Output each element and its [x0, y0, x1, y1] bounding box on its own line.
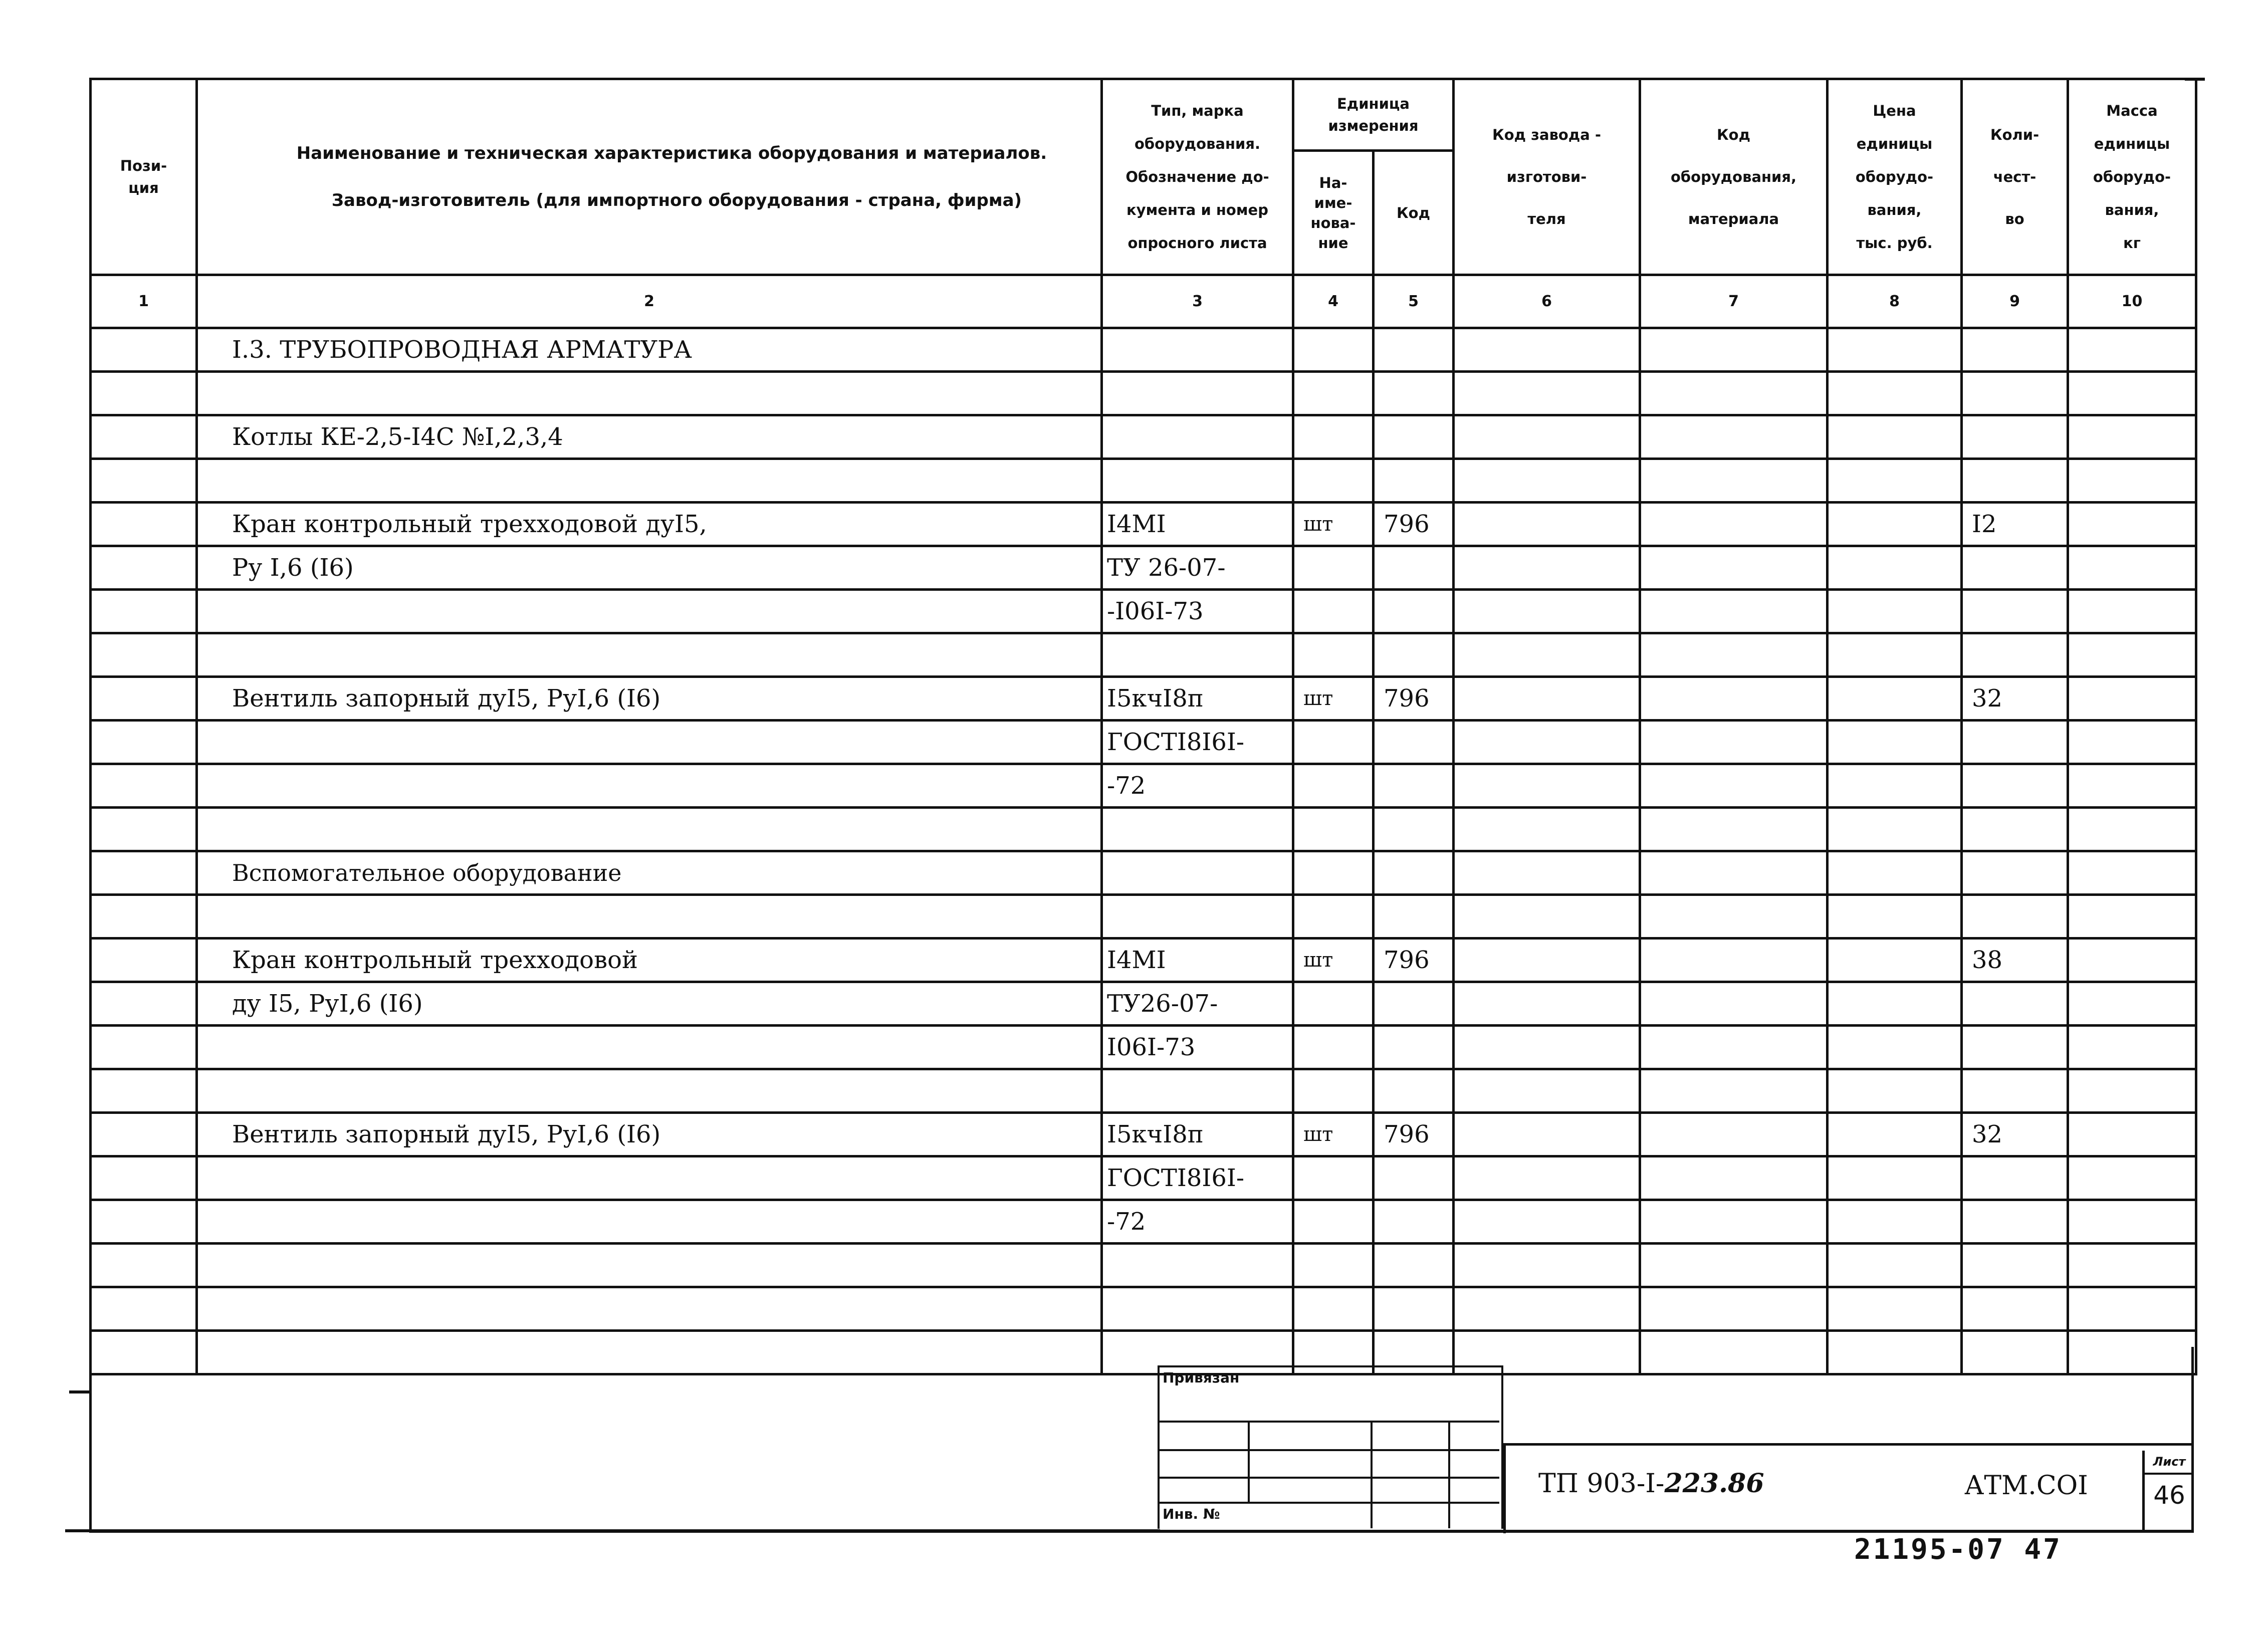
cell-c5 [1374, 328, 1454, 372]
cell-c6 [1454, 372, 1640, 415]
cell-c5 [1374, 764, 1454, 808]
column-number: 5 [1374, 275, 1454, 328]
cell-c8 [1828, 895, 1962, 939]
cell-c8 [1828, 328, 1962, 372]
cell-c1 [91, 939, 197, 982]
cell-c2 [197, 1287, 1102, 1331]
cell-c7 [1640, 1244, 1828, 1287]
cell-c6 [1454, 590, 1640, 633]
cell-c5 [1374, 546, 1454, 590]
cell-c3: I5кчI8п [1102, 1113, 1293, 1156]
cell-c7 [1640, 721, 1828, 764]
table-row [91, 633, 2196, 677]
cell-c9: 38 [1962, 939, 2068, 982]
table-row [91, 1200, 2196, 1244]
cell-c10 [2068, 415, 2196, 459]
cell-c4 [1293, 1287, 1374, 1331]
table-row [91, 1244, 2196, 1287]
cell-c1 [91, 1287, 197, 1331]
column-number: 1 [91, 275, 197, 328]
cell-c3 [1102, 1069, 1293, 1113]
cell-c9 [1962, 982, 2068, 1026]
cell-c4 [1293, 328, 1374, 372]
cell-c6 [1454, 415, 1640, 459]
cell-c3 [1102, 851, 1293, 895]
cell-c9 [1962, 1200, 2068, 1244]
cell-c9 [1962, 590, 2068, 633]
cell-c2 [197, 590, 1102, 633]
sheet-number-box [2142, 1451, 2194, 1531]
cell-c10 [2068, 546, 2196, 590]
cell-c8 [1828, 677, 1962, 721]
cell-c5 [1374, 1244, 1454, 1287]
cell-c3 [1102, 328, 1293, 372]
cell-c6 [1454, 721, 1640, 764]
cell-c4 [1293, 895, 1374, 939]
cell-c10 [2068, 721, 2196, 764]
table-row [91, 372, 2196, 415]
cell-c10 [2068, 633, 2196, 677]
cell-c2 [197, 721, 1102, 764]
cell-c5 [1374, 459, 1454, 503]
cell-c8 [1828, 982, 1962, 1026]
cell-c5 [1374, 721, 1454, 764]
cell-c8 [1828, 590, 1962, 633]
column-number: 4 [1293, 275, 1374, 328]
cell-c4 [1293, 415, 1374, 459]
binding-label: Привязан [1163, 1369, 1240, 1386]
cell-c10 [2068, 328, 2196, 372]
cell-c10 [2068, 1156, 2196, 1200]
table-body [91, 328, 2196, 1374]
cell-c4 [1293, 851, 1374, 895]
cell-c3: ТУ26-07- [1102, 982, 1293, 1026]
table-row [91, 895, 2196, 939]
table-row [91, 1113, 2196, 1156]
table-row [91, 546, 2196, 590]
cell-c7 [1640, 1026, 1828, 1069]
cell-c9 [1962, 1287, 2068, 1331]
cell-c5: 796 [1374, 939, 1454, 982]
cell-c1 [91, 982, 197, 1026]
cell-c1 [91, 459, 197, 503]
cell-c9 [1962, 1156, 2068, 1200]
cell-c5: 796 [1374, 1113, 1454, 1156]
cell-c8 [1828, 851, 1962, 895]
cell-c10 [2068, 808, 2196, 851]
cell-c5: 796 [1374, 503, 1454, 546]
cell-c7 [1640, 415, 1828, 459]
cell-c9 [1962, 1244, 2068, 1287]
cell-c8 [1828, 415, 1962, 459]
cell-c4: шт [1293, 677, 1374, 721]
document-code [1538, 1468, 1764, 1499]
cell-c6 [1454, 939, 1640, 982]
cell-c1 [91, 328, 197, 372]
cell-c3: I5кчI8п [1102, 677, 1293, 721]
cell-c2 [197, 808, 1102, 851]
cell-c6 [1454, 1069, 1640, 1113]
cell-c4 [1293, 808, 1374, 851]
cell-c1 [91, 1113, 197, 1156]
cell-c2: ду I5, РуI,6 (I6) [197, 982, 1102, 1026]
cell-c5 [1374, 372, 1454, 415]
table-row [91, 721, 2196, 764]
cell-c8 [1828, 939, 1962, 982]
table-row [91, 677, 2196, 721]
table-row [91, 503, 2196, 546]
cell-c6 [1454, 808, 1640, 851]
cell-c2 [197, 633, 1102, 677]
cell-c1 [91, 590, 197, 633]
header-name-line1: Наименование и техническая характеристика оборудования и материалов. [296, 143, 1047, 163]
cell-c7 [1640, 1156, 1828, 1200]
cell-c9: 32 [1962, 1113, 2068, 1156]
cell-c1 [91, 633, 197, 677]
cell-c7 [1640, 764, 1828, 808]
cell-c7 [1640, 677, 1828, 721]
cell-c4 [1293, 1156, 1374, 1200]
cell-c7 [1640, 328, 1828, 372]
cell-c2: Кран контрольный трехходовой [197, 939, 1102, 982]
cell-c6 [1454, 764, 1640, 808]
cell-c1 [91, 1156, 197, 1200]
cell-c5 [1374, 1026, 1454, 1069]
cell-c9 [1962, 851, 2068, 895]
cell-c8 [1828, 1244, 1962, 1287]
cell-c6 [1454, 1113, 1640, 1156]
cell-c3: -72 [1102, 1200, 1293, 1244]
cell-c1 [91, 1069, 197, 1113]
cell-c9 [1962, 328, 2068, 372]
cell-c1 [91, 721, 197, 764]
document-code-printed: ТП 903-I- [1538, 1469, 1665, 1499]
column-numbers-row [91, 275, 2196, 328]
cell-c9 [1962, 1026, 2068, 1069]
cell-c3: -I06I-73 [1102, 590, 1293, 633]
cell-c5 [1374, 982, 1454, 1026]
cell-c8 [1828, 1026, 1962, 1069]
cell-c10 [2068, 851, 2196, 895]
cell-c3: ГОСТI8I6I- [1102, 1156, 1293, 1200]
cell-c5 [1374, 633, 1454, 677]
cell-c2 [197, 895, 1102, 939]
column-number: 8 [1828, 275, 1962, 328]
cell-c9 [1962, 721, 2068, 764]
cell-c6 [1454, 328, 1640, 372]
cell-c1 [91, 372, 197, 415]
cell-c6 [1454, 633, 1640, 677]
cell-c8 [1828, 1156, 1962, 1200]
cell-c5 [1374, 1156, 1454, 1200]
table-row [91, 415, 2196, 459]
cell-c7 [1640, 895, 1828, 939]
cell-c7 [1640, 1113, 1828, 1156]
cell-c2 [197, 1244, 1102, 1287]
cell-c9 [1962, 633, 2068, 677]
cell-c4: шт [1293, 939, 1374, 982]
column-number: 10 [2068, 275, 2196, 328]
cell-c10 [2068, 677, 2196, 721]
cell-c7 [1640, 633, 1828, 677]
cell-c4 [1293, 1200, 1374, 1244]
cell-c6 [1454, 677, 1640, 721]
cell-c4 [1293, 1026, 1374, 1069]
header-type: Тип, марка оборудования. Обозначение до- кумента и номер опросного листа [1102, 79, 1293, 275]
cell-c4: шт [1293, 503, 1374, 546]
cell-c10 [2068, 1026, 2196, 1069]
table-row [91, 1026, 2196, 1069]
frame-line [65, 1529, 1160, 1532]
cell-c2: Вентиль запорный дуI5, РуI,6 (I6) [197, 677, 1102, 721]
cell-c1 [91, 851, 197, 895]
table-row [91, 939, 2196, 982]
cell-c6 [1454, 982, 1640, 1026]
cell-c1 [91, 546, 197, 590]
frame-tick [69, 1390, 89, 1393]
cell-c5 [1374, 851, 1454, 895]
cell-c8 [1828, 1287, 1962, 1331]
table-row [91, 808, 2196, 851]
cell-c2: Ру I,6 (I6) [197, 546, 1102, 590]
cell-c10 [2068, 1287, 2196, 1331]
cell-c10 [2068, 764, 2196, 808]
table-row [91, 1287, 2196, 1331]
sheet-label: Лист [2145, 1451, 2194, 1475]
cell-c10 [2068, 503, 2196, 546]
cell-c5 [1374, 590, 1454, 633]
cell-c2 [197, 459, 1102, 503]
cell-c2 [197, 1026, 1102, 1069]
cell-c1 [91, 677, 197, 721]
equipment-specification-table [89, 78, 2197, 1375]
cell-c1 [91, 415, 197, 459]
cell-c7 [1640, 372, 1828, 415]
cell-c2 [197, 372, 1102, 415]
cell-c1 [91, 808, 197, 851]
column-number: 6 [1454, 275, 1640, 328]
cell-c3 [1102, 1244, 1293, 1287]
cell-c8 [1828, 503, 1962, 546]
cell-c8 [1828, 459, 1962, 503]
cell-c9 [1962, 1069, 2068, 1113]
cell-c5 [1374, 1287, 1454, 1331]
cell-c3 [1102, 1287, 1293, 1331]
header-factory-code: Код завода - изготови- теля [1454, 79, 1640, 275]
cell-c4 [1293, 372, 1374, 415]
cell-c10 [2068, 590, 2196, 633]
cell-c6 [1454, 1287, 1640, 1331]
cell-c2: Вентиль запорный дуI5, РуI,6 (I6) [197, 1113, 1102, 1156]
cell-c6 [1454, 1026, 1640, 1069]
cell-c5: 796 [1374, 677, 1454, 721]
cell-c6 [1454, 895, 1640, 939]
table-row [91, 328, 2196, 372]
cell-c2: Вспомогательное оборудование [197, 851, 1102, 895]
cell-c5 [1374, 1069, 1454, 1113]
cell-c2: I.3. ТРУБОПРОВОДНАЯ АРМАТУРА [197, 328, 1102, 372]
cell-c7 [1640, 459, 1828, 503]
cell-c4: шт [1293, 1113, 1374, 1156]
cell-c1 [91, 1026, 197, 1069]
table-row [91, 590, 2196, 633]
cell-c10 [2068, 895, 2196, 939]
cell-c7 [1640, 939, 1828, 982]
cell-c9 [1962, 764, 2068, 808]
cell-c6 [1454, 1200, 1640, 1244]
sheet-number: 46 [2153, 1481, 2185, 1510]
cell-c8 [1828, 1113, 1962, 1156]
cell-c9 [1962, 459, 2068, 503]
cell-c10 [2068, 1069, 2196, 1113]
cell-c3 [1102, 808, 1293, 851]
cell-c6 [1454, 459, 1640, 503]
cell-c4 [1293, 721, 1374, 764]
cell-c3: ГОСТI8I6I- [1102, 721, 1293, 764]
table-row [91, 459, 2196, 503]
cell-c7 [1640, 546, 1828, 590]
cell-c4 [1293, 546, 1374, 590]
cell-c2 [197, 1200, 1102, 1244]
cell-c7 [1640, 590, 1828, 633]
header-unit-name: На- име- нова- ние [1293, 151, 1374, 275]
cell-c9 [1962, 546, 2068, 590]
cell-c1 [91, 503, 197, 546]
cell-c4 [1293, 1244, 1374, 1287]
header-name [197, 79, 1102, 275]
cell-c7 [1640, 808, 1828, 851]
header-unit-code: Код [1374, 151, 1454, 275]
cell-c9: 32 [1962, 677, 2068, 721]
cell-c9: I2 [1962, 503, 2068, 546]
column-number: 9 [1962, 275, 2068, 328]
cell-c8 [1828, 372, 1962, 415]
cell-c9 [1962, 895, 2068, 939]
cell-c8 [1828, 546, 1962, 590]
cell-c5 [1374, 895, 1454, 939]
binding-stamp [1158, 1365, 1503, 1531]
cell-c10 [2068, 1244, 2196, 1287]
cell-c3: -72 [1102, 764, 1293, 808]
cell-c8 [1828, 1200, 1962, 1244]
cell-c7 [1640, 851, 1828, 895]
cell-c8 [1828, 1069, 1962, 1113]
header-quantity: Коли- чест- во [1962, 79, 2068, 275]
cell-c4 [1293, 633, 1374, 677]
header-name-line2: Завод-изготовитель (для импортного оборудования - страна, фирма) [331, 190, 1022, 210]
cell-c1 [91, 1244, 197, 1287]
cell-c8 [1828, 633, 1962, 677]
cell-c8 [1828, 721, 1962, 764]
cell-c1 [91, 895, 197, 939]
column-number: 7 [1640, 275, 1828, 328]
cell-c6 [1454, 851, 1640, 895]
cell-c2: Котлы КЕ-2,5-I4C №I,2,3,4 [197, 415, 1102, 459]
cell-c6 [1454, 503, 1640, 546]
cell-c3: I4MI [1102, 939, 1293, 982]
cell-c9 [1962, 808, 2068, 851]
cell-c3 [1102, 415, 1293, 459]
cell-c3 [1102, 459, 1293, 503]
column-number: 2 [197, 275, 1102, 328]
header-position: Пози- ция [91, 79, 197, 275]
cell-c4 [1293, 459, 1374, 503]
cell-c3 [1102, 372, 1293, 415]
cell-c7 [1640, 1200, 1828, 1244]
cell-c5 [1374, 808, 1454, 851]
cell-c4 [1293, 590, 1374, 633]
table-row [91, 764, 2196, 808]
cell-c8 [1828, 764, 1962, 808]
cell-c3 [1102, 895, 1293, 939]
table-row [91, 851, 2196, 895]
cell-c4 [1293, 982, 1374, 1026]
cell-c10 [2068, 1200, 2196, 1244]
cell-c3: I4MI [1102, 503, 1293, 546]
cell-c8 [1828, 808, 1962, 851]
cell-c4 [1293, 764, 1374, 808]
cell-c7 [1640, 503, 1828, 546]
cell-c5 [1374, 415, 1454, 459]
header-mass: Масса единицы оборудо- вания, кг [2068, 79, 2196, 275]
cell-c10 [2068, 939, 2196, 982]
header-equipment-code: Код оборудования, материала [1640, 79, 1828, 275]
cell-c6 [1454, 546, 1640, 590]
cell-c4 [1293, 1069, 1374, 1113]
cell-c9 [1962, 415, 2068, 459]
cell-c2 [197, 1069, 1102, 1113]
cell-c7 [1640, 1069, 1828, 1113]
cell-c10 [2068, 459, 2196, 503]
cell-c2 [197, 764, 1102, 808]
table-row [91, 982, 2196, 1026]
cell-c9 [1962, 372, 2068, 415]
cell-c3 [1102, 633, 1293, 677]
cell-c5 [1374, 1200, 1454, 1244]
inventory-number-label: Инв. № [1163, 1506, 1220, 1522]
document-mark: АТМ.СОI [1964, 1471, 2088, 1501]
header-unit-group: Единица измерения [1293, 79, 1454, 151]
cell-c7 [1640, 1287, 1828, 1331]
header-price: Цена единицы оборудо- вания, тыс. руб. [1828, 79, 1962, 275]
cell-c10 [2068, 1113, 2196, 1156]
cell-c3: ТУ 26-07- [1102, 546, 1293, 590]
column-number: 3 [1102, 275, 1293, 328]
archive-stamp-number: 21195-07 47 [1854, 1533, 2062, 1566]
cell-c10 [2068, 982, 2196, 1026]
cell-c10 [2068, 372, 2196, 415]
cell-c1 [91, 1200, 197, 1244]
document-code-handwritten: 223.86 [1664, 1468, 1764, 1499]
table-row [91, 1156, 2196, 1200]
cell-c2: Кран контрольный трехходовой дуI5, [197, 503, 1102, 546]
cell-c6 [1454, 1244, 1640, 1287]
cell-c1 [91, 764, 197, 808]
cell-c3: I06I-73 [1102, 1026, 1293, 1069]
cell-c2 [197, 1156, 1102, 1200]
cell-c6 [1454, 1156, 1640, 1200]
table-row [91, 1069, 2196, 1113]
cell-c7 [1640, 982, 1828, 1026]
